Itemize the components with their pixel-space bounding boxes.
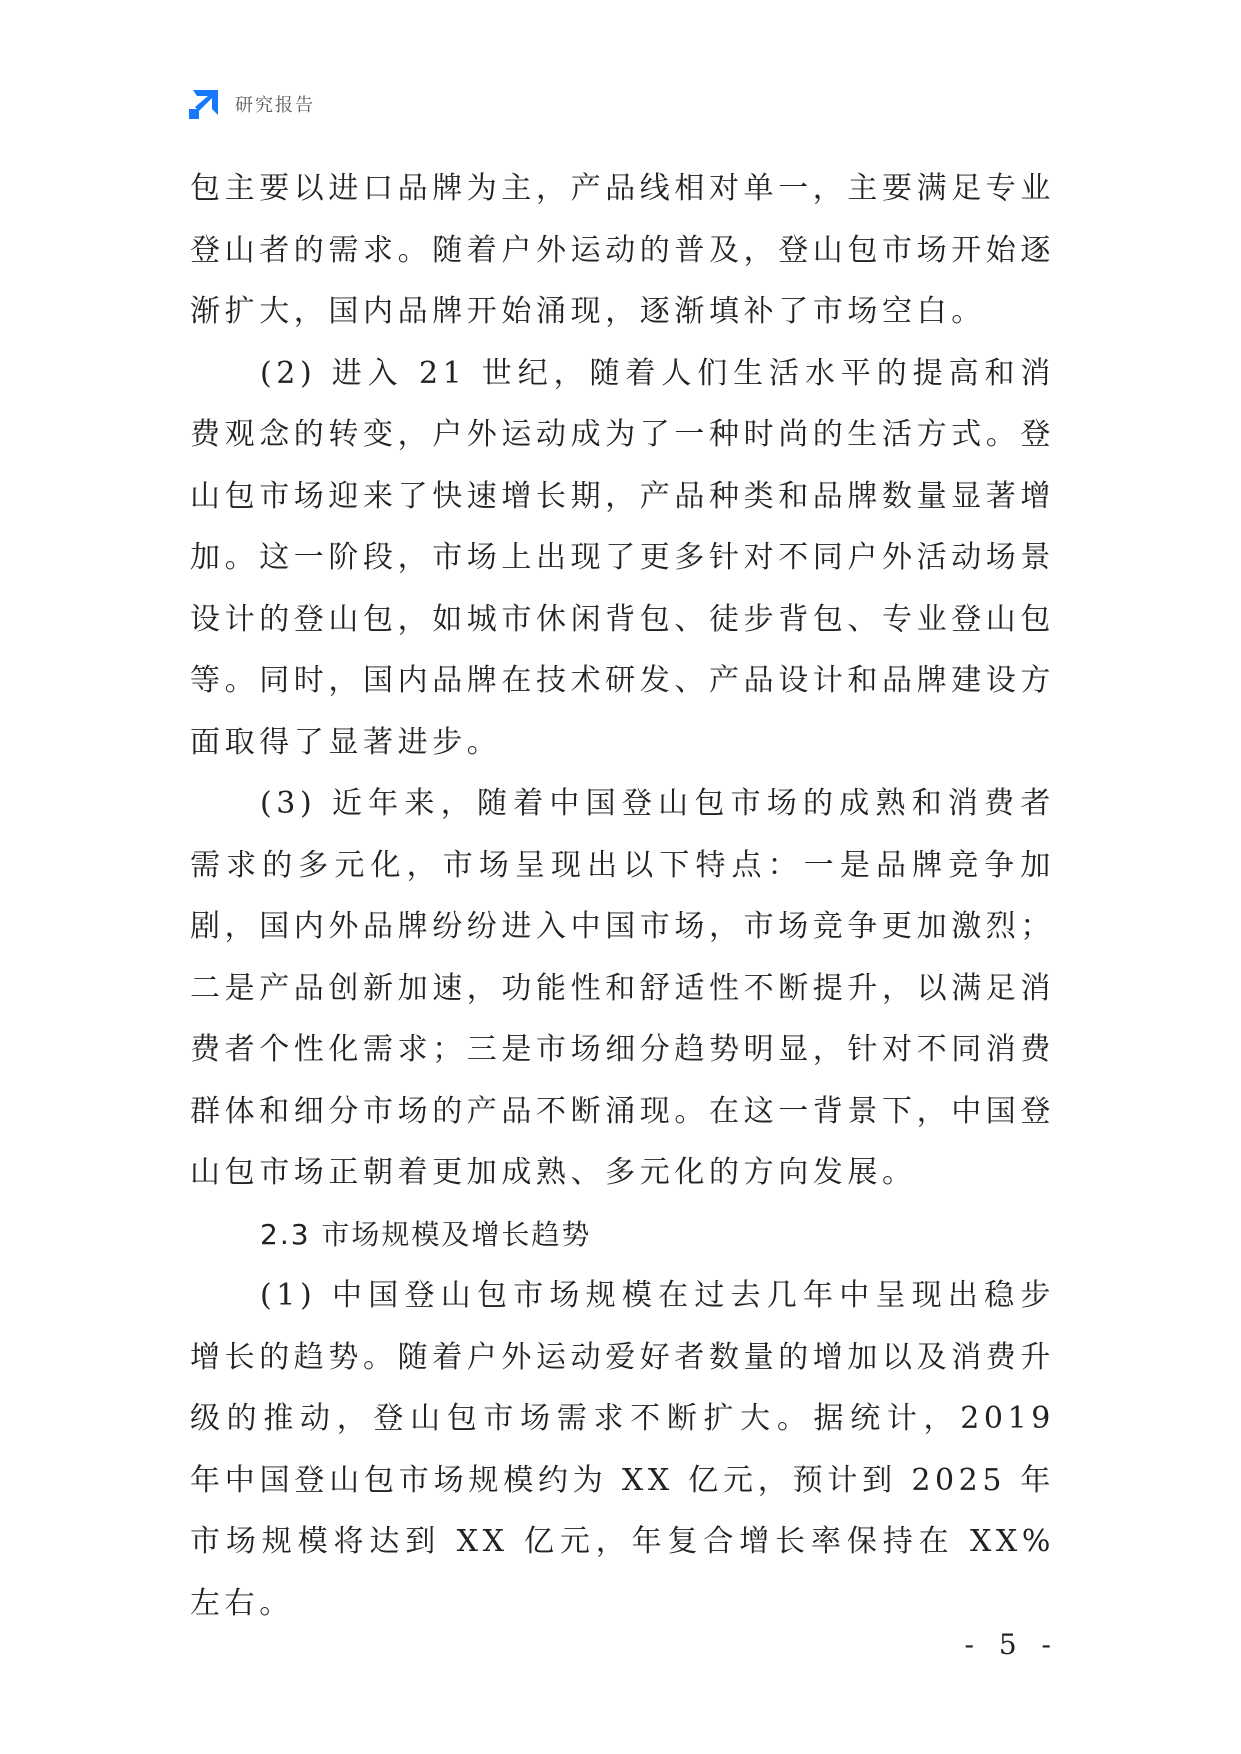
document-body — [190, 158, 1055, 1634]
body-paragraph: 包主要以进口品牌为主，产品线相对单一，主要满足专业登山者的需求。随着户外运动的普及，登山包市场开始逐渐扩大，国内品牌开始涌现，逐渐填补了市场空白。 — [190, 171, 1055, 329]
report-header — [187, 86, 315, 122]
section-heading: 2.3 市场规模及增长趋势 — [260, 1217, 592, 1251]
body-paragraph: (3) 近年来，随着中国登山包市场的成熟和消费者需求的多元化，市场呈现出以下特点：一是品牌竞争加剧，国内外品牌纷纷进入中国市场，市场竞争更加激烈；二是产品创新加速，功能性和舒适性不断提升，以满足消费者个性化需求；三是市场细分趋势明显，针对不同消费群体和细分市场的产品不断涌现。在这一背景下，中国登山包市场正朝着更加成熟、多元化的方向发展。 — [190, 786, 1055, 1190]
header-title: 研究报告 — [235, 95, 315, 116]
arrow-up-right-icon — [187, 87, 221, 121]
page-number: - 5 - — [964, 1628, 1059, 1661]
body-paragraph: (2) 进入 21 世纪，随着人们生活水平的提高和消费观念的转变，户外运动成为了一种时尚的生活方式。登山包市场迎来了快速增长期，产品种类和品牌数量显著增加。这一阶段，市场上出现了更多针对不同户外活动场景设计的登山包，如城市休闲背包、徒步背包、专业登山包等。同时，国内品牌在技术研发、产品设计和品牌建设方面取得了显著进步。 — [190, 355, 1055, 760]
body-paragraph: (1) 中国登山包市场规模在过去几年中呈现出稳步增长的趋势。随着户外运动爱好者数量的增加以及消费升级的推动，登山包市场需求不断扩大。据统计，2019 年中国登山包市场规模约为 XX 亿元，预计到 2025 年市场规模将达到 XX 亿元，年复合增长率保持在 XX%左右。 — [190, 1278, 1055, 1621]
